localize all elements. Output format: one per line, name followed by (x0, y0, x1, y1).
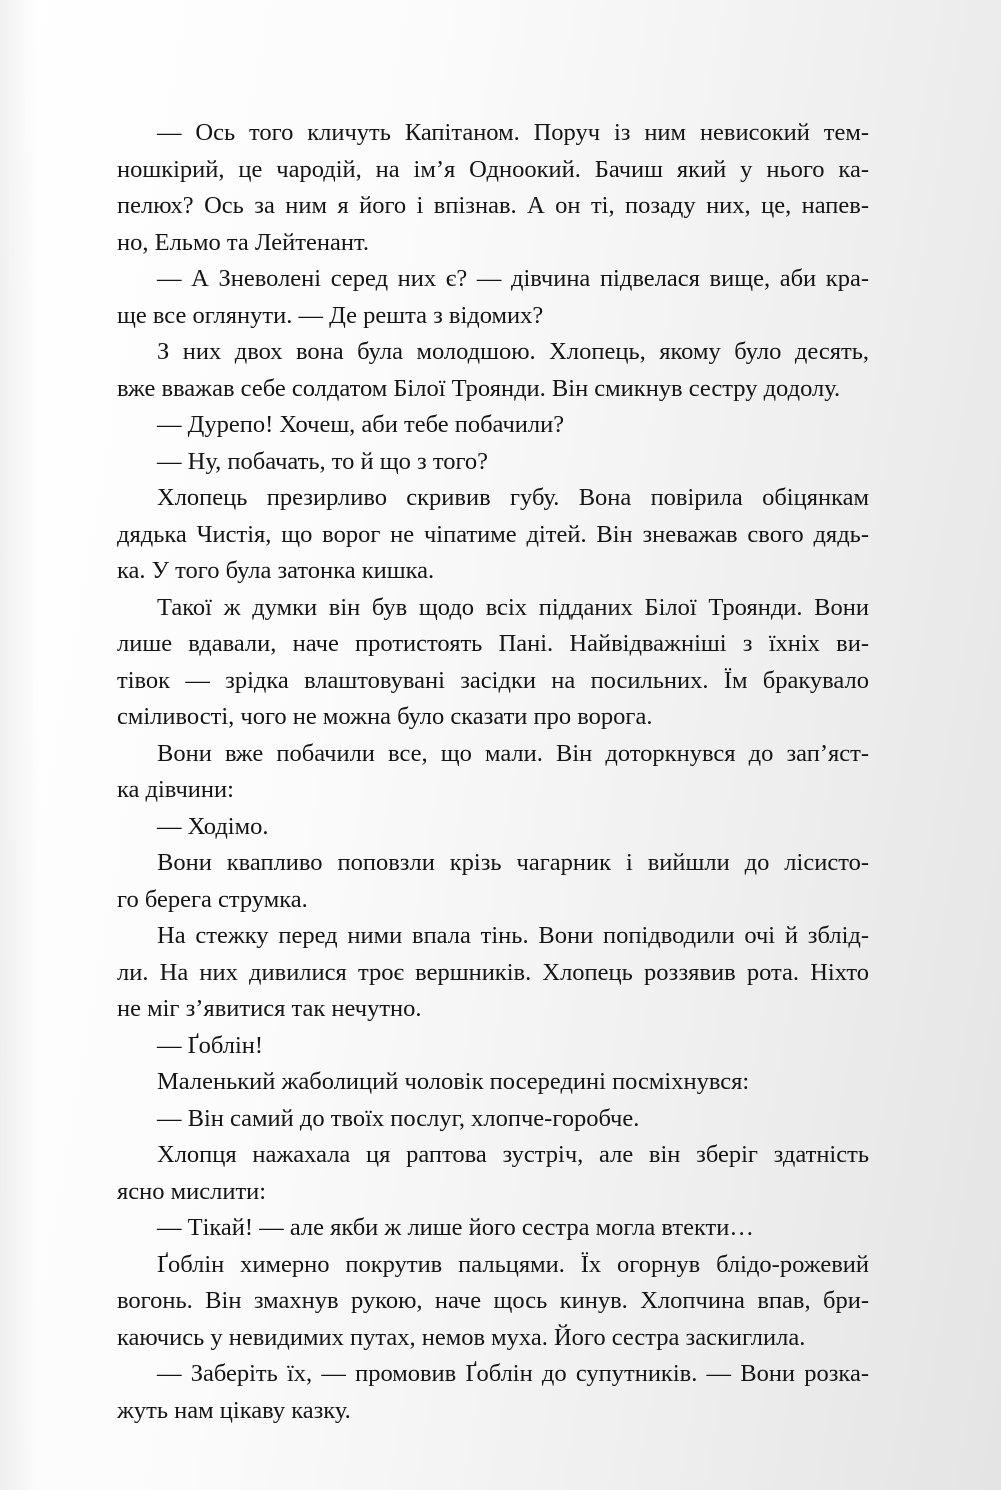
text-line: Вони квапливо поповзли крізь чагарник і вийшли до лісисто- (157, 849, 869, 876)
paragraph (117, 1247, 869, 1357)
paragraph (117, 1101, 869, 1138)
paragraph (117, 845, 869, 918)
text-line: жуть нам цікаву казку. (117, 1396, 351, 1424)
text-line: Хлопця нажахала ця раптова зустріч, але він зберіг здатність (157, 1141, 869, 1168)
text-line: ли. На них дивилися троє вершників. Хлопець роззявив рота. Ніхто (117, 958, 869, 986)
text-line: ка дівчини: (117, 776, 234, 803)
paragraph (117, 115, 869, 261)
text-line: го берега струмка. (117, 885, 308, 913)
text-line: вже вважав себе солдатом Білої Троянди. Він смикнув сестру додолу. (117, 374, 841, 402)
text-line: — Ходімо. (157, 812, 269, 840)
paragraph (117, 261, 869, 334)
text-line: На стежку перед ними впала тінь. Вони попідводили очі й зблід- (157, 922, 869, 949)
text-line: — Ось того кличуть Капітаном. Поруч із ним невисокий тем- (157, 119, 869, 146)
paragraph (117, 407, 869, 444)
paragraph (117, 1210, 869, 1247)
text-line: но, Ельмо та Лейтенант. (117, 228, 369, 256)
text-line: ясно мислити: (117, 1177, 267, 1205)
page-text (117, 115, 869, 1429)
text-line: Хлопець презирливо скривив губу. Вона повірила обіцянкам (157, 484, 869, 511)
text-line: — Дурепо! Хочеш, аби тебе побачили? (157, 411, 565, 438)
text-line: — Ну, побачать, то й що з того? (157, 447, 489, 475)
paragraph (117, 590, 869, 736)
paragraph (117, 334, 869, 407)
text-line: Маленький жаболиций чоловік посередині посміхнувся: (157, 1068, 750, 1095)
paragraph (117, 1137, 869, 1210)
text-line: — Він самий до твоїх послуг, хлопче-горобче. (157, 1104, 640, 1132)
text-line: тівок — зрідка влаштовувані засідки на посильних. Їм бракувало (117, 666, 869, 694)
paragraph (117, 809, 869, 846)
text-line: ка. У того була затонка кишка. (117, 557, 435, 584)
paragraph (117, 1356, 869, 1429)
text-line: Вони вже побачили все, що мали. Він доторкнувся до зап’яст- (157, 739, 869, 767)
paragraph (117, 444, 869, 481)
paragraph (117, 480, 869, 590)
text-line: ще все оглянути. — Де решта з відомих? (117, 301, 544, 329)
paragraph (117, 918, 869, 1028)
text-line: Ґоблін химерно покрутив пальцями. Їх огорнув блідо-рожевий (157, 1250, 869, 1278)
text-line: — Ґоблін! (157, 1031, 264, 1059)
paragraph (117, 1064, 869, 1101)
text-line: дядька Чистія, що ворог не чіпатиме дітей. Він зневажав свого дядь- (117, 520, 869, 548)
text-line: пелюх? Ось за ним я його і впізнав. А он ті, позаду них, це, напев- (117, 192, 869, 219)
text-line: сміливості, чого не можна було сказати про ворога. (117, 703, 653, 730)
text-line: — А Зневолені серед них є? — дівчина підвелася вище, аби кра- (157, 265, 869, 292)
text-line: — Тікай! — але якби ж лише його сестра могла втекти… (157, 1214, 754, 1241)
text-line: каючись у невидимих путах, немов муха. Його сестра заскиглила. (117, 1323, 806, 1351)
paragraph (117, 736, 869, 809)
text-line: вогонь. Він змахнув рукою, наче щось кинув. Хлопчина впав, бри- (117, 1287, 869, 1314)
text-line: — Заберіть їх, — промовив Ґоблін до супутників. — Вони розка- (157, 1360, 869, 1387)
paragraph (117, 1028, 869, 1065)
text-line: Такої ж думки він був щодо всіх підданих Білої Троянди. Вони (157, 593, 869, 621)
text-line: ношкірий, це чародій, на ім’я Одноокий. Бачиш який у нього ка- (117, 155, 869, 183)
text-line: не міг з’явитися так нечутно. (117, 995, 422, 1022)
text-line: З них двох вона була молодшою. Хлопець, якому було десять, (157, 338, 869, 365)
text-line: лише вдавали, наче протистоять Пані. Найвідважніші з їхніх ви- (117, 630, 869, 657)
